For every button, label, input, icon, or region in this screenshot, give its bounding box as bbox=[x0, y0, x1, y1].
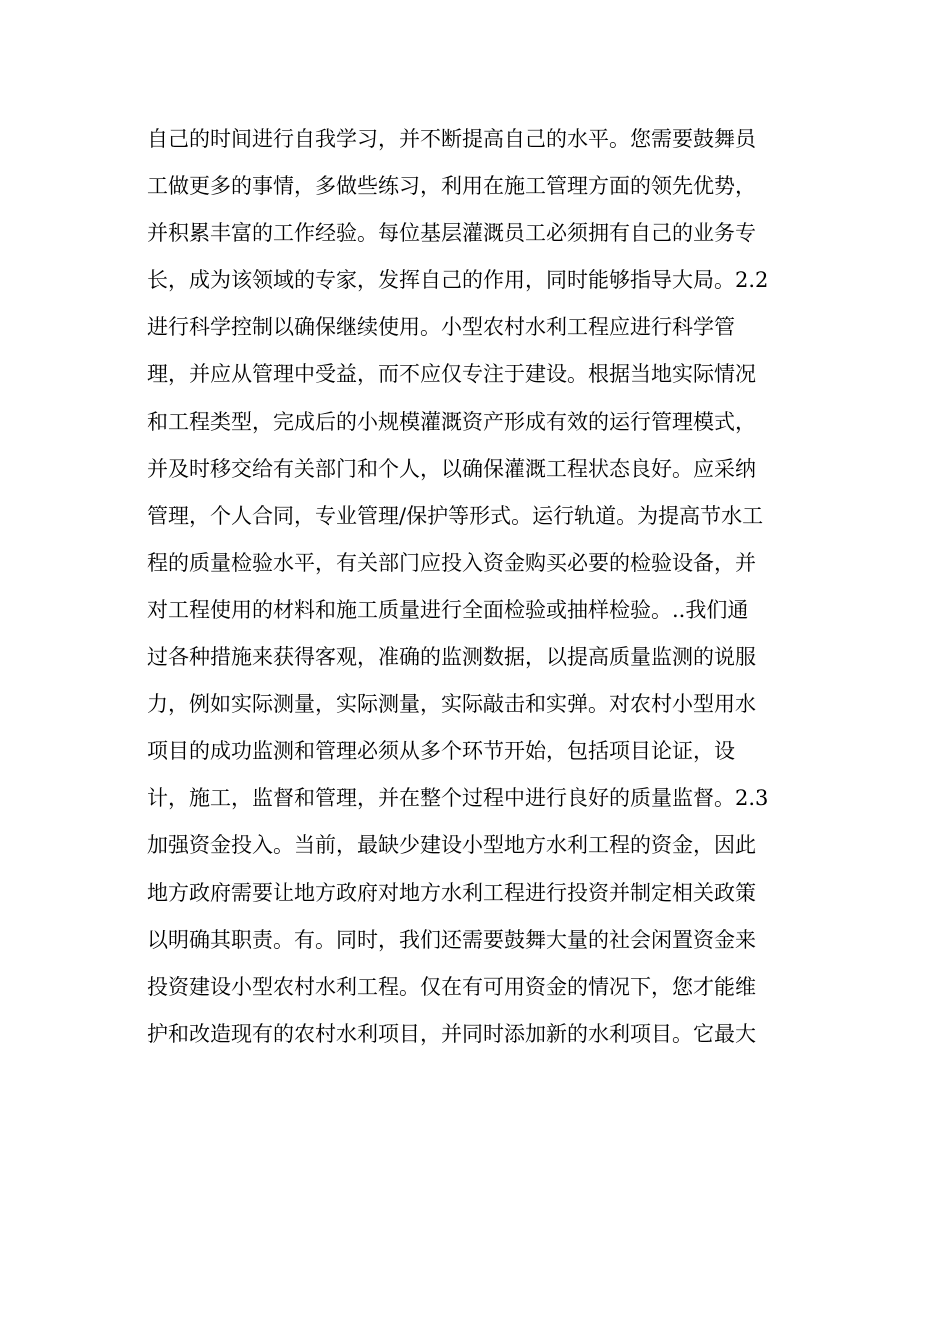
text-line: 过各种措施来获得客观，准确的监测数据，以提高质量监测的说服 bbox=[147, 645, 756, 670]
text-line: 加强资金投入。当前，最缺少建设小型地方水利工程的资金，因此 bbox=[147, 833, 756, 858]
text-line: 进行科学控制以确保继续使用。小型农村水利工程应进行科学管 bbox=[147, 315, 735, 340]
text-line: 并积累丰富的工作经验。每位基层灌溉员工必须拥有自己的业务专 bbox=[147, 221, 756, 246]
text-line: 自己的时间进行自我学习，并不断提高自己的水平。您需要鼓舞员 bbox=[147, 127, 756, 151]
text-line: 工做更多的事情，多做些练习，利用在施工管理方面的领先优势， bbox=[147, 174, 756, 199]
text-line: 长，成为该领域的专家，发挥自己的作用，同时能够指导大局。2.2 bbox=[147, 268, 769, 293]
text-line: 力，例如实际测量，实际测量，实际敲击和实弹。对农村小型用水 bbox=[147, 692, 756, 717]
text-line: 护和改造现有的农村水利项目，并同时添加新的水利项目。它最大 bbox=[147, 1021, 756, 1046]
text-line: 并及时移交给有关部门和个人，以确保灌溉工程状态良好。应采纳 bbox=[147, 456, 756, 481]
text-line: 计，施工，监督和管理，并在整个过程中进行良好的质量监督。2.3 bbox=[147, 786, 769, 811]
text-line: 项目的成功监测和管理必须从多个环节开始，包括项目论证，设 bbox=[147, 739, 735, 764]
body-text bbox=[147, 116, 807, 1058]
text-line: 对工程使用的材料和施工质量进行全面检验或抽样检验。..我们通 bbox=[147, 597, 749, 622]
text-line: 以明确其职责。有。同时，我们还需要鼓舞大量的社会闲置资金来 bbox=[147, 927, 756, 952]
text-line: 地方政府需要让地方政府对地方水利工程进行投资并制定相关政策 bbox=[147, 880, 756, 905]
text-line: 理，并应从管理中受益，而不应仅专注于建设。根据当地实际情况 bbox=[147, 362, 756, 387]
text-line: 和工程类型，完成后的小规模灌溉资产形成有效的运行管理模式， bbox=[147, 409, 756, 434]
text-line: 投资建设小型农村水利工程。仅在有可用资金的情况下，您才能维 bbox=[147, 974, 756, 999]
text-line: 管理，个人合同，专业管理/保护等形式。运行轨道。为提高节水工 bbox=[147, 503, 764, 528]
text-line: 程的质量检验水平，有关部门应投入资金购买必要的检验设备，并 bbox=[147, 550, 756, 575]
